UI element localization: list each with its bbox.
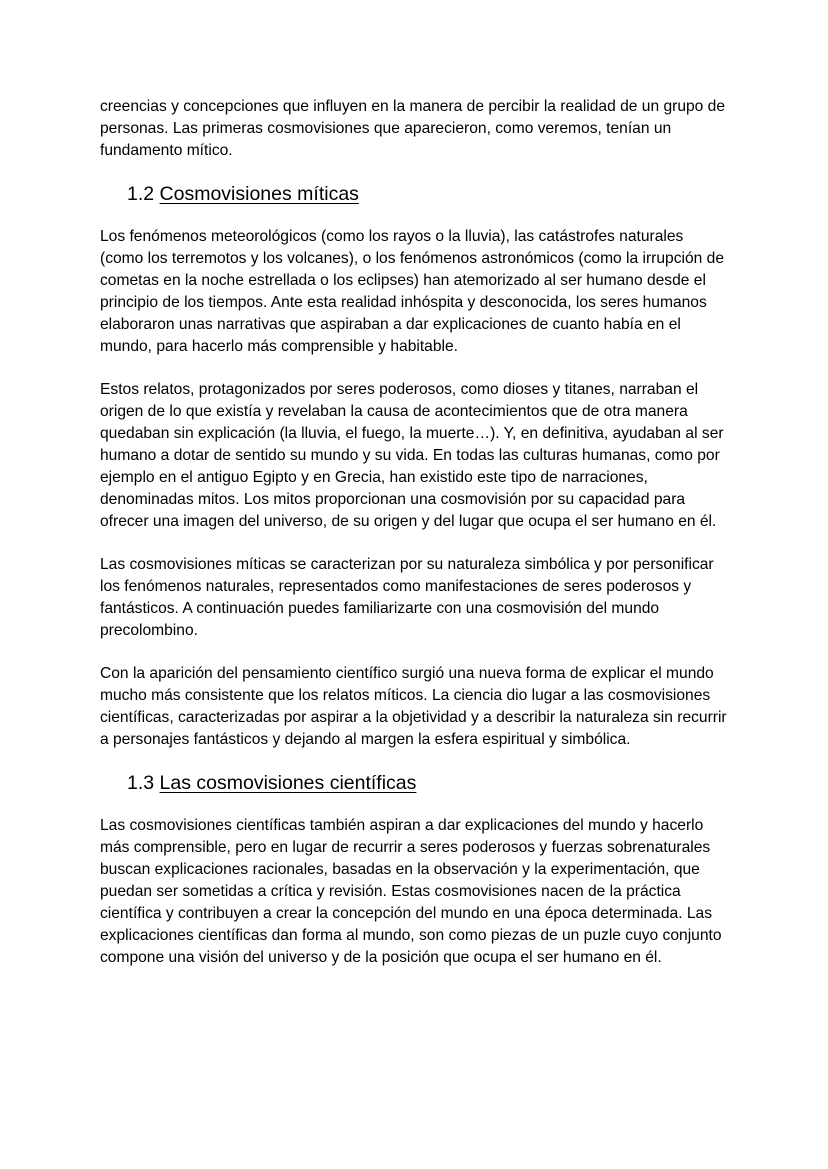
paragraph-phenomena: Los fenómenos meteorológicos (como los rayos o la lluvia), las catástrofes naturales (como los terremotos y los volcanes), o los fenómenos astronómicos (como la irrupción de cometas en la noche estrellada o los eclipses) han atemorizado al ser humano desde el principio de los tiempos. Ante esta realidad inhóspita y desconocida, los seres humanos elaboraron unas narrativas que aspiraban a dar explicaciones de cuanto había en el mundo, para hacerlo más comprensible y habitable. xyxy=(100,228,725,355)
section-number: 1.2 xyxy=(127,183,155,205)
section-heading-1-2 xyxy=(100,182,730,206)
section-title-link[interactable]: Las cosmovisiones científicas xyxy=(159,772,417,794)
paragraph-mythic-worldviews: Las cosmovisiones míticas se caracterizan por su naturaleza simbólica y por personificar los fenómenos naturales, representados como manifestaciones de seres poderosos y fantásticos. A continuación puedes familiarizarte con una cosmovisión del mundo precolombino. xyxy=(100,556,714,639)
paragraph-scientific-worldviews: Las cosmovisiones científicas también aspiran a dar explicaciones del mundo y hacerlo más comprensible, pero en lugar de recurrir a seres poderosos y fuerzas sobrenaturales buscan explicaciones racionales, basadas en la observación y la experimentación, que puedan ser sometidas a crítica y revisión. Estas cosmovisiones nacen de la práctica científica y contribuyen a crear la concepción del mundo en una época determinada. Las explicaciones científicas dan forma al mundo, son como piezas de un puzle cuyo conjunto compone una visión del universo y de la posición que ocupa el ser humano en él. xyxy=(100,817,722,966)
paragraph-scientific-thought: Con la aparición del pensamiento científico surgió una nueva forma de explicar el mundo mucho más consistente que los relatos míticos. La ciencia dio lugar a las cosmovisiones científicas, caracterizadas por aspirar a la objetividad y a describir la naturaleza sin recurrir a personajes fantásticos y dejando al margen la esfera espiritual y simbólica. xyxy=(100,665,727,748)
section-number: 1.3 xyxy=(127,772,155,794)
section-heading-1-3 xyxy=(100,771,730,795)
section-title-link[interactable]: Cosmovisiones míticas xyxy=(159,183,359,205)
intro-paragraph: creencias y concepciones que influyen en la manera de percibir la realidad de un grupo de personas. Las primeras cosmovisiones que aparecieron, como veremos, tenían un fundamento mítico. xyxy=(100,98,726,159)
paragraph-myths: Estos relatos, protagonizados por seres poderosos, como dioses y titanes, narraban el origen de lo que existía y revelaban la causa de acontecimientos que de otra manera quedaban sin explicación (la lluvia, el fuego, la muerte…). Y, en definitiva, ayudaban al ser humano a dotar de sentido su mundo y su vida. En todas las culturas humanas, como por ejemplo en el antiguo Egipto y en Grecia, han existido este tipo de narraciones, denominadas mitos. Los mitos proporcionan una cosmovisión por su capacidad para ofrecer una imagen del universo, de su origen y del lugar que ocupa el ser humano en él. xyxy=(100,381,724,530)
document-page xyxy=(100,96,730,969)
